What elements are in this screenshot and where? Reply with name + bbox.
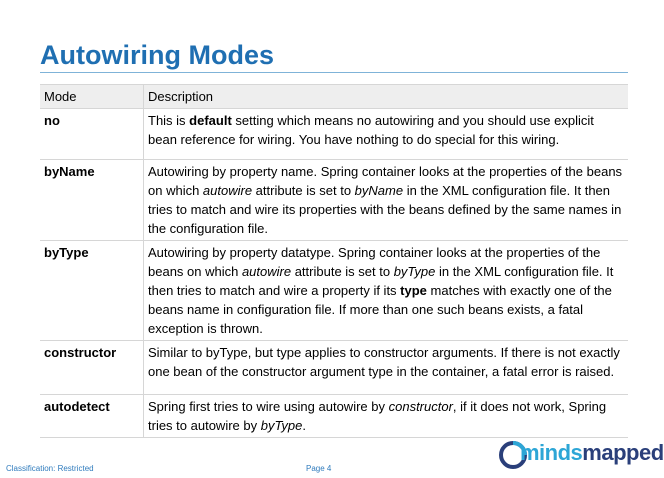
description-text: byType — [260, 418, 303, 433]
description-text: attribute is set to — [291, 264, 394, 279]
description-text: autowire — [202, 183, 253, 198]
description-text: Similar to byType, but type applies to constructor arguments. If there is not exactly one bean of the constructor argument type in the container, a fatal error is raised. — [148, 345, 620, 379]
header-mode: Mode — [40, 85, 144, 109]
mode-cell: constructor — [40, 341, 144, 395]
mindsmapped-logo — [498, 432, 664, 476]
description-cell — [144, 241, 629, 341]
description-cell — [144, 160, 629, 241]
description-text: Autowiring by property datatype. Spring container looks at the properties of the beans on which — [148, 245, 601, 279]
title-divider — [40, 72, 628, 73]
description-cell — [144, 109, 629, 160]
mode-cell: byName — [40, 160, 144, 241]
table-row — [40, 109, 628, 160]
description-text: in the XML configuration file. It then tries to match and wire a property if its — [148, 264, 614, 298]
description-text: in the XML configuration file. It then tries to match and wire its properties with the beans defined by the same names in the configuration file. — [148, 183, 622, 236]
description-text: constructor — [388, 399, 453, 414]
mode-cell: byType — [40, 241, 144, 341]
description-text: . — [302, 418, 307, 433]
mode-cell: no — [40, 109, 144, 160]
mode-cell: autodetect — [40, 395, 144, 438]
footer-page-number: Page 4 — [306, 464, 332, 473]
description-text: setting which means no autowiring and you should use explicit bean reference for wiring. You have nothing to do special for this wiring. — [148, 113, 594, 147]
table-row — [40, 341, 628, 395]
footer-classification: Classification: Restricted — [6, 464, 94, 473]
description-cell — [144, 341, 629, 395]
description-text: This is — [148, 113, 190, 128]
description-text: Spring first tries to wire using autowire by — [148, 399, 389, 414]
slide-title: Autowiring Modes — [40, 40, 274, 70]
description-text: autowire — [241, 264, 292, 279]
description-text: byType — [393, 264, 436, 279]
autowiring-modes-table — [40, 84, 628, 438]
logo-text-mapped: mapped — [582, 440, 664, 465]
description-text: attribute is set to — [252, 183, 355, 198]
table-row — [40, 241, 628, 341]
logo-text-minds: minds — [520, 440, 583, 465]
description-text: default — [189, 113, 232, 128]
description-text: byName — [354, 183, 404, 198]
table-row — [40, 160, 628, 241]
table-header-row — [40, 85, 628, 109]
header-description: Description — [144, 85, 629, 109]
description-text: type — [400, 283, 427, 298]
description-text: Autowiring by property name. Spring container looks at the properties of the beans on which — [148, 164, 623, 198]
description-text: matches with exactly one of the beans name in configuration file. If more than one such beans exists, a fatal exception is thrown. — [148, 283, 612, 336]
logo-text — [520, 440, 664, 466]
description-text: , if it does not work, Spring tries to autowire by — [148, 399, 607, 433]
